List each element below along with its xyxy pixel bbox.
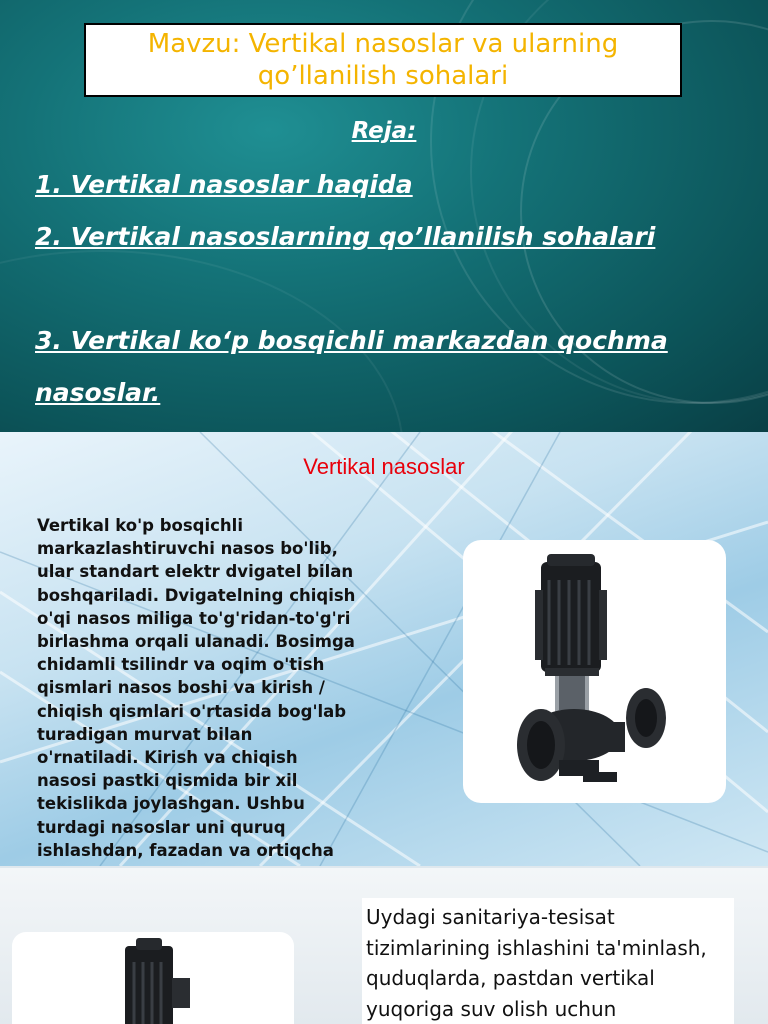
plan-heading: Reja: bbox=[351, 118, 417, 144]
applications-text: Uydagi sanitariya-tesisat tizimlarining ishlashini ta'minlash, quduqlarda, pastdan vertikal yuqoriga suv olish uchun bbox=[366, 905, 707, 1021]
slide-applications bbox=[0, 868, 768, 1024]
vertical-pump-image-2 bbox=[12, 932, 294, 1024]
title-box bbox=[84, 23, 682, 97]
plan-item-2: 2. Vertikal nasoslarning qo’llanilish sohalari bbox=[35, 222, 656, 251]
vertical-pump-image bbox=[463, 540, 726, 803]
page-title: Mavzu: Vertikal nasoslar va ularning qo’llanilish sohalari bbox=[147, 29, 619, 91]
section-heading: Vertikal nasoslar bbox=[303, 454, 465, 479]
pump-image-card bbox=[463, 540, 726, 803]
body-text: Vertikal ko'p bosqichli markazlashtiruvchi nasos bo'lib, ular standart elektr dvigatel bilan boshqariladi. Dvigatelning chiqish o'qi nasos miliga to'g'ridan-to'g'ri birlashma orqali ulanadi. Bosimga chidamli tsilindr va oqim o'tish qismlari nasos boshi va kirish / chiqish qismlari o'rtasida bog'lab turadigan murvat bilan o'rnatiladi. Kirish va chiqish nasosi pastki qismida bir xil tekislikda joylashgan. Ushbu turdagi nasoslar uni quruq ishlashdan, fazadan va ortiqcha bbox=[37, 516, 356, 860]
pump-image-card-2 bbox=[12, 932, 294, 1024]
slide-title bbox=[0, 0, 768, 432]
slide-vertical-pumps bbox=[0, 432, 768, 866]
plan-item-3: 3. Vertikal ko‘p bosqichli markazdan qochma nasoslar. bbox=[35, 326, 668, 407]
plan-item-1: 1. Vertikal nasoslar haqida bbox=[35, 170, 413, 199]
